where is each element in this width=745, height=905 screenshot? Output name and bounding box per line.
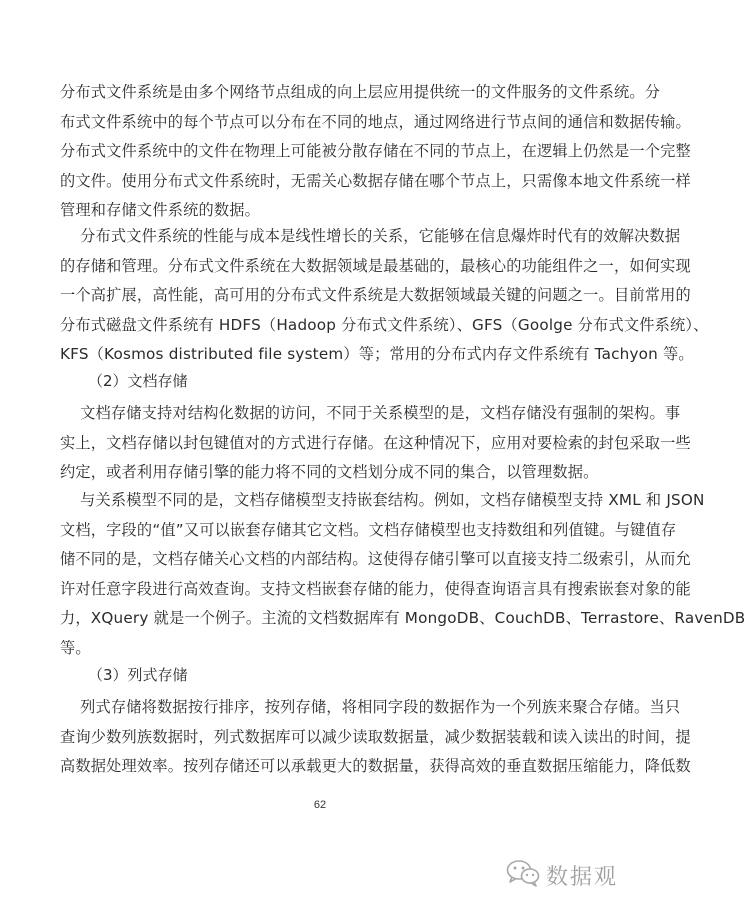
paragraph-distributed-fs-performance bbox=[60, 222, 709, 370]
paragraph-document-storage-nesting bbox=[60, 486, 745, 664]
text-line: 的文件。使用分布式文件系统时，无需关心数据存储在哪个节点上，只需像本地文件系统一样 bbox=[60, 171, 691, 190]
watermark bbox=[506, 859, 618, 891]
text-line: 高数据处理效率。按列存储还可以承载更大的数据量，获得高效的垂直数据压缩能力，降低数 bbox=[60, 757, 691, 776]
text-line: 布式文件系统中的每个节点可以分布在不同的地点，通过网络进行节点间的通信和数据传输。 bbox=[60, 112, 691, 131]
paragraph-document-storage-intro bbox=[60, 399, 691, 488]
paragraph-distributed-fs-intro bbox=[60, 78, 691, 226]
text-line: 文档存储支持对结构化数据的访问，不同于关系模型的是，文档存储没有强制的架构。事 bbox=[60, 404, 681, 422]
text-line: 分布式磁盘文件系统有 HDFS（Hadoop 分布式文件系统）、GFS（Goolge 分布式文件系统）、 bbox=[60, 315, 709, 334]
text-line: 许对任意字段进行高效查询。支持文档嵌套存储的能力，使得查询语言具有搜索嵌套对象的能 bbox=[60, 579, 691, 598]
text-line: 的存储和管理。分布式文件系统在大数据领域是最基础的，最核心的功能组件之一，如何实现 bbox=[60, 256, 691, 275]
wechat-icon bbox=[506, 859, 546, 891]
section-heading-document-storage: （2）文档存储 bbox=[88, 372, 188, 390]
text-line: 一个高扩展，高性能，高可用的分布式文件系统是大数据领域最关键的问题之一。目前常用的 bbox=[60, 286, 691, 305]
text-line: 实上，文档存储以封包键值对的方式进行存储。在这种情况下，应用对要检索的封包采取一些 bbox=[60, 433, 691, 452]
text-line: KFS（Kosmos distributed file system）等；常用的分布式内存文件系统有 Tachyon 等。 bbox=[60, 345, 694, 364]
text-line: 管理和存储文件系统的数据。 bbox=[60, 201, 261, 220]
text-line: 分布式文件系统的性能与成本是线性增长的关系，它能够在信息爆炸时代有的效解决数据 bbox=[60, 227, 681, 245]
text-line: 与关系模型不同的是，文档存储模型支持嵌套结构。例如，文档存储模型支持 XML 和 JSON bbox=[60, 491, 705, 509]
text-line: 列式存储将数据按行排序，按列存储，将相同字段的数据作为一个列族来聚合存储。当只 bbox=[60, 698, 681, 716]
text-line: 查询少数列族数据时，列式数据库可以减少读取数据量，减少数据装载和读入读出的时间，提 bbox=[60, 727, 691, 746]
watermark-text: 数据观 bbox=[545, 864, 618, 890]
text-line: 力，XQuery 就是一个例子。主流的文档数据库有 MongoDB、CouchDB、Terrastore、RavenDB bbox=[60, 609, 745, 628]
text-line: 等。 bbox=[60, 638, 91, 657]
text-line: 文档，字段的“值”又可以嵌套存储其它文档。文档存储模型也支持数组和列值键。与键值存 bbox=[60, 520, 677, 539]
text-line: 储不同的是，文档存储关心文档的内部结构。这使得存储引擎可以直接支持二级索引，从而允 bbox=[60, 550, 691, 569]
page-number: 62 bbox=[313, 799, 327, 811]
paragraph-column-storage-intro bbox=[60, 693, 691, 782]
text-line: 约定，或者利用存储引擎的能力将不同的文档划分成不同的集合，以管理数据。 bbox=[60, 463, 599, 482]
text-line: 分布式文件系统是由多个网络节点组成的向上层应用提供统一的文件服务的文件系统。分 bbox=[60, 83, 661, 101]
text-line: 分布式文件系统中的文件在物理上可能被分散存储在不同的节点上，在逻辑上仍然是一个完整 bbox=[60, 142, 691, 161]
section-heading-column-storage: （3）列式存储 bbox=[88, 666, 188, 684]
